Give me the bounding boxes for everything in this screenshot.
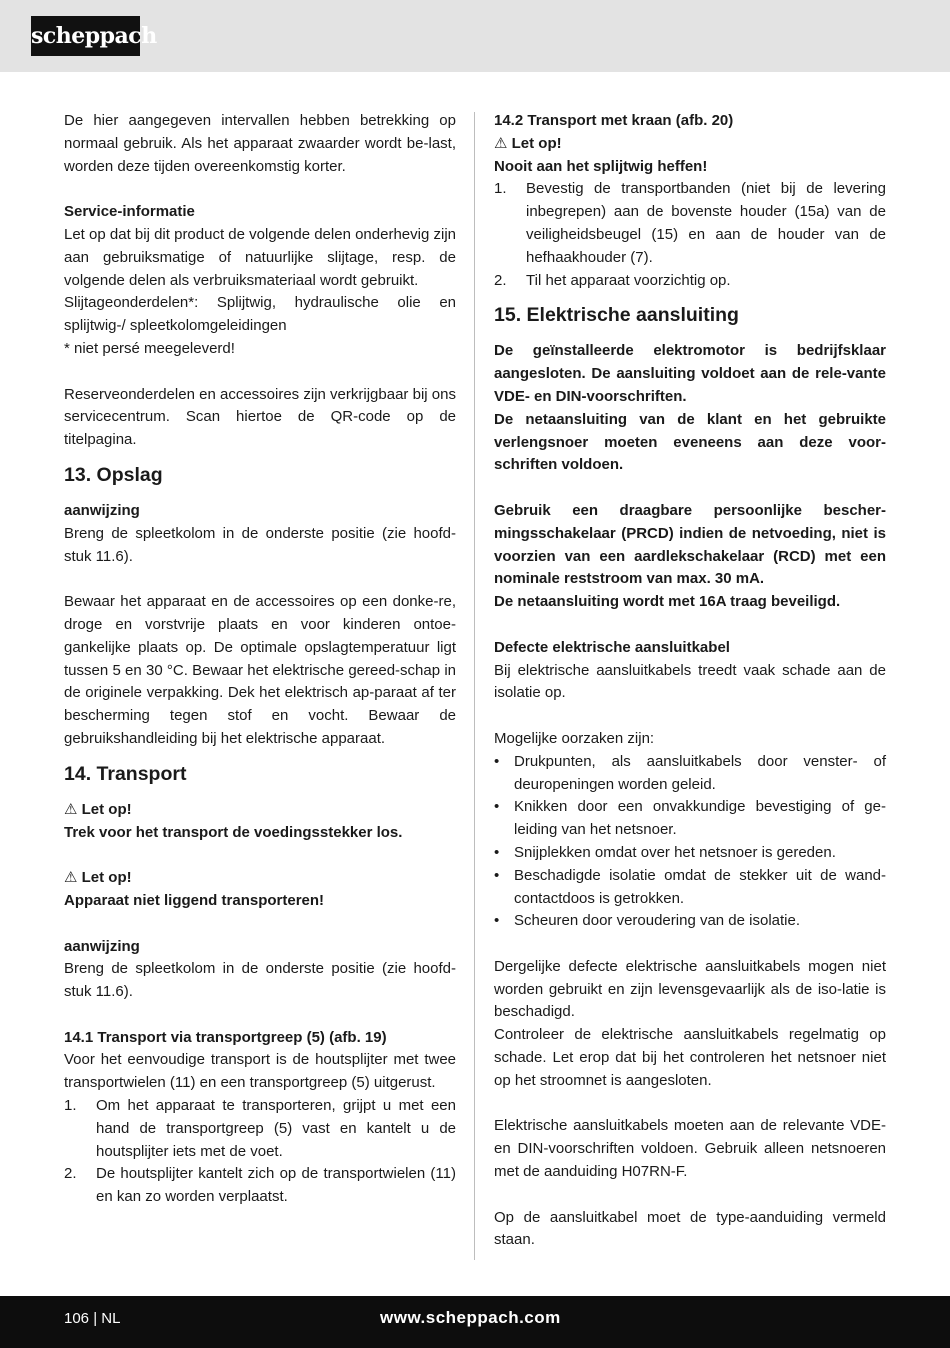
wear-note: * niet persé meegeleverd! — [64, 339, 235, 357]
storage-text: Bewaar het apparaat en de accessoires op een donke-re, droge en vorstvrije plaats en voor kinderen ontoe-gankelijke plaats op. De optimale opslagtemperatuur ligt tussen 5 en 30 °C. Bewaar het elektrische gereed-schap in de originele verpakking. Dek het elektrisch ap-paraat af ter bescherming tegen stof en vocht. Bewaar de gebruikshandleiding bij het elektrische apparaat. — [64, 593, 456, 747]
heading-transport: 14. Transport — [64, 762, 187, 785]
list-item: 2. De houtsplijter kantelt zich op de transportwielen (11) en kan zo worden verplaatst. — [64, 1165, 456, 1206]
heading-electrical: 15. Elektrische aansluiting — [494, 304, 739, 327]
warning-triangle-icon: ⚠ — [494, 134, 508, 152]
list-item: • Knikken door een onvakkundige bevestiging of ge-leiding van het netsnoer. — [494, 798, 886, 839]
interval-intro: De hier aangegeven intervallen hebben betrekking op normaal gebruik. Als het apparaat zwaarder wordt be-last, worden deze tijden overeenkomstig korter. — [64, 112, 456, 175]
type-text: Op de aansluitkabel moet de type-aanduiding vermeld staan. — [494, 1208, 886, 1249]
danger-text: Dergelijke defecte elektrische aansluitkabels mogen niet worden gebruikt en zijn levensgevaarlijk als de iso-latie is beschadigd. — [494, 957, 886, 1021]
check-text: Controleer de elektrische aansluitkabels regelmatig op schade. Let erop dat bij het controleren het netsnoer niet op het stroomnet is aangesloten. — [494, 1026, 886, 1089]
transport-steps — [64, 1095, 456, 1209]
warning-2: ⚠ Let op! — [64, 869, 132, 887]
wear-parts: Slijtageonderdelen*: Splijtwig, hydraulische olie en splijtwig-/ spleetkolomgeleidingen — [64, 294, 456, 335]
causes-title: Mogelijke oorzaken zijn: — [494, 729, 655, 747]
warning-triangle-icon: ⚠ — [64, 800, 78, 818]
electrical-info-2: De netaansluiting van de klant en het gebruikte verlengsnoer moeten eveneens aan deze voor-schriften voldoen. — [494, 410, 886, 474]
causes-list — [494, 751, 886, 933]
electrical-info-4: De netaansluiting wordt met 16A traag beveiligd. — [494, 593, 841, 611]
list-item: • Snijplekken omdat over het netsnoer is gereden. — [494, 843, 836, 861]
list-item: 1. Bevestig de transportbanden (niet bij de levering inbegrepen) aan de bovenste houder (15a) van de veiligheidsbeugel (15) en aan de houder van de hefhaakhouder (7). — [494, 180, 886, 266]
note-text: Breng de spleetkolom in de onderste positie (zie hoofd-stuk 11.6). — [64, 524, 456, 565]
heading-storage: 13. Opslag — [64, 463, 163, 486]
subheading-transport-handle: 14.1 Transport via transportgreep (5) (afb. 19) — [64, 1028, 387, 1046]
warning-1: ⚠ Let op! — [64, 800, 132, 818]
list-item: • Beschadigde isolatie omdat de stekker uit de wand-contactdoos is getrokken. — [494, 866, 886, 907]
list-item: 2. Til het apparaat voorzichtig op. — [494, 271, 731, 289]
warning-crane: ⚠ Let op! — [494, 134, 562, 152]
page-header — [0, 0, 950, 72]
vde-text: Elektrische aansluitkabels moeten aan de relevante VDE- en DIN-voorschriften voldoen. Gebruik alleen netsnoeren met de aanduiding H07RN-F. — [494, 1117, 886, 1181]
note-text: Breng de spleetkolom in de onderste positie (zie hoofd-stuk 11.6). — [64, 960, 456, 1001]
list-item: • Scheuren door veroudering van de isolatie. — [494, 912, 801, 930]
spare-parts: Reserveonderdelen en accessoires zijn verkrijgbaar bij ons servicecentrum. Scan hiertoe de QR-code op de titelpagina. — [64, 385, 456, 449]
page-footer — [0, 1296, 950, 1348]
scheppach-logo: scheppach — [31, 16, 140, 56]
column-divider — [474, 112, 475, 1260]
list-item: • Drukpunten, als aansluitkabels door venster- of deuropeningen worden geleid. — [494, 752, 886, 793]
note-title: aanwijzing — [64, 937, 140, 955]
warning-1-text: Trek voor het transport de voedingsstekker los. — [64, 823, 403, 841]
service-title: Service-informatie — [64, 203, 195, 221]
warning-2-text: Apparaat niet liggend transporteren! — [64, 891, 325, 909]
left-column — [64, 110, 456, 1209]
website-link[interactable]: www.scheppach.com — [380, 1308, 561, 1327]
defect-title: Defecte elektrische aansluitkabel — [494, 638, 730, 656]
electrical-info-3: Gebruik een draagbare persoonlijke bescher-mingsschakelaar (PRCD) indien de netvoeding, niet is voorzien van een aardlekschakelaar (RCD) met een nominale reststroom van max. 30 mA. — [494, 501, 886, 588]
transport-text: Voor het eenvoudige transport is de houtsplijter met twee transportwielen (11) en een transportgreep (5) uitgerust. — [64, 1051, 456, 1092]
right-column — [494, 110, 886, 1252]
defect-text: Bij elektrische aansluitkabels treedt vaak schade aan de isolatie op. — [494, 661, 886, 702]
crane-steps — [494, 178, 886, 292]
warning-triangle-icon: ⚠ — [64, 869, 78, 887]
subheading-crane-transport: 14.2 Transport met kraan (afb. 20) — [494, 112, 734, 129]
electrical-info-1: De geïnstalleerde elektromotor is bedrijfsklaar aangesloten. De aansluiting voldoet aan de rele-vante VDE- en DIN-voorschriften. — [494, 342, 886, 405]
list-item: 1. Om het apparaat te transporteren, grijpt u met een hand de transportgreep (5) vast en kantelt u de houtsplijter iets met de voet. — [64, 1097, 456, 1160]
page-number: 106 | NL — [64, 1310, 121, 1327]
note-title: aanwijzing — [64, 501, 140, 519]
warning-crane-text: Nooit aan het splijtwig heffen! — [494, 157, 708, 175]
service-text: Let op dat bij dit product de volgende delen onderhevig zijn aan gebruiksmatige of natuurlijke slijtage, resp. de volgende delen als verbruiksmateriaal wordt gebruikt. — [64, 225, 456, 289]
